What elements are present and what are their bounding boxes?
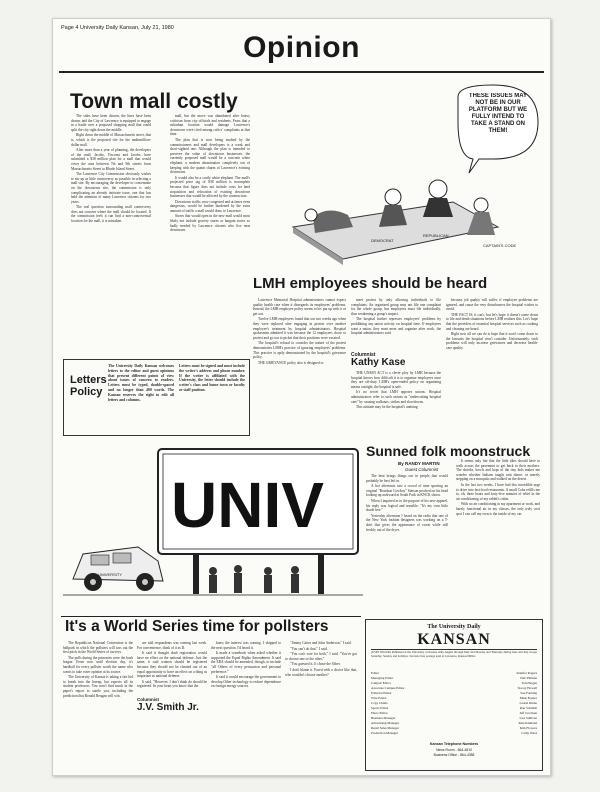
- pollsters-column-1: [63, 641, 133, 771]
- staff-title: Advertising Manager: [371, 721, 400, 725]
- staff-title: Sports Editor: [371, 706, 389, 710]
- staff-name: Sue Fanning: [520, 691, 537, 695]
- pollsters-column-3: [211, 641, 281, 771]
- moonstruck-column-1: [366, 474, 448, 614]
- staff-title: Copy Chiefs: [371, 701, 388, 705]
- kase-paragraph: This attitude may be the hospital's undoing: [356, 405, 418, 410]
- kase-name: Kathy Kase: [351, 357, 406, 368]
- lmh-column-2: [351, 298, 441, 348]
- mall-paragraph: The plan that is now being studied by the commissioners and mall developers is a weak and short-sighted one. Although the plan is intended to preserve the value of downtown businesses, the currently proposed mall would be a concrete white elephant, a modern abomination completely out of keeping with the quaint charm of Lawrence's existing downtown.: [170, 137, 250, 175]
- staff-name: Jennifer Rogers: [516, 671, 537, 675]
- staff-title: Business Manager: [371, 716, 396, 720]
- staff-title: Photo Editor: [371, 711, 388, 715]
- staff-title: Production Manager: [371, 731, 399, 735]
- pollsters-columnist-name: J.V. Smith Jr.: [137, 702, 199, 713]
- pollsters-column-2: [137, 641, 207, 693]
- moonstruck-byline: By RANDY MARTIN: [398, 461, 440, 466]
- lmh-headline: LMH employees should be heard: [253, 275, 488, 292]
- crowd-body: [209, 575, 217, 593]
- pollsters-rule: [61, 616, 361, 617]
- moonstruck-paragraph: The heat brings things out in people that would probably be best left in.: [366, 474, 448, 483]
- cartoon-label: CAPTAIN'S CODE: [483, 243, 517, 248]
- moonstruck-paragraph: In the last two weeks, I have had this incredible urge to drive into fast-food restaurants. A small Coke refills me to, oh, three hours and forty-five minutes of relief in the air conditioning of my rabbit's cabin.: [456, 482, 540, 501]
- pollsters-paragraph: It said it would encourage the government to develop Other technology to reduce dependence on foreign energy sources.: [211, 675, 281, 689]
- lmh-paragraph: The hospital further represses employees' problems by prohibiting any union activity on hospital time. If employees want a union, they must meet and organize after work, the hospital administrators said.: [351, 317, 441, 336]
- letters-policy-col-2: Letters must be signed and must include the writer's address and phone number. If the writer is affiliated with the University, the letter should include the writer's class and home town or faculty or staff position.: [179, 364, 245, 392]
- pollsters-headline: It's a World Series time for pollsters: [65, 618, 329, 635]
- moonstruck-paragraph: When I inquired as to the purpose of his new apparel, his reply was logical and sensible: "It's my own little shade tree.": [366, 498, 448, 513]
- moonstruck-paragraph: With no air conditioning in my apartment or work, and barely functional air in my classes, the only truly cool spot I can call my own is the inside of my car.: [456, 502, 540, 516]
- moonstruck-column-2: [456, 459, 540, 614]
- crowd-head: [264, 567, 272, 575]
- staff-name: Laurel Kibbe: [519, 701, 537, 705]
- pollsters-paragraph: "You can't vote for both," I said. "You've got to choose one or the other.": [285, 652, 357, 661]
- mall-paragraph: Right down the middle of Massachusetts street, that is, which is the proposed site for the multimillion-dollar mall.: [71, 133, 151, 147]
- masthead-rule: [371, 649, 537, 650]
- mall-paragraph: The sides have been chosen, the lines have been drawn, and the City of Lawrence is equipped to engage in a battle over a proposed shopping mall that could split the city right down the middle.: [71, 114, 151, 132]
- car-hubcap: [142, 579, 148, 585]
- staff-title: Campus Editor: [371, 681, 391, 685]
- staff-title: Retail Sales Manager: [371, 726, 400, 730]
- kase-kicker: Columnist: [351, 352, 376, 358]
- lmh-column-3: [446, 298, 538, 438]
- moonstruck-headline: Sunned folk moonstruck: [366, 443, 531, 459]
- moonstruck-byline-role: Guest Columnist: [405, 467, 439, 472]
- letters-policy-title: Letters Policy: [70, 374, 107, 398]
- staff-name: Cathy Ward: [521, 731, 537, 735]
- mall-column-1: [71, 114, 151, 347]
- figure-head: [474, 198, 488, 212]
- mall-paragraph: Stores that would open in the new mall would most likely not include grocery stores or bargain stores so badly needed by Lawrence citizens who live near downtown.: [170, 214, 250, 233]
- pollsters-paragraph: It made a comeback when asked whether it supported the Equal Rights Amendment. It said the ERA should be amended, though, to include "all Others of every persuasion and personal preference.": [211, 651, 281, 674]
- pollsters-paragraph: "You can't do that," I said.: [290, 646, 328, 651]
- mall-headline: Town mall costly: [70, 90, 238, 113]
- moonstruck-paragraph: A hot afternoon saw a crowd of nine sporting an original "Bourbon Cowboy" Stetson perched on his head looking up awkward at South Park in KNCK shorts.: [366, 484, 448, 498]
- masthead-top: The University Daily: [427, 624, 481, 630]
- sign-post: [193, 554, 199, 594]
- staff-name: Lisa Sullivan: [519, 716, 537, 720]
- staff-title: Associate Campus Editor: [371, 686, 405, 690]
- staff-title: Editor: [371, 671, 380, 675]
- staff-name: Ron Schmidt: [519, 706, 537, 710]
- crowd-head: [234, 565, 242, 573]
- mall-paragraph: It would also be a costly white elephant. The mall's projected price tag of $38 million is incomplete because that figure does not include costs for land acquisition and relocation of existing downtown businesses that would be affected by the construction.: [170, 175, 250, 199]
- letters-policy-col-1: The University Daily Kansan welcomes letters to the editor and guest opinions that present different points of view about issues of concern to readers. Letters must be typed, double-spaced and no longer than 400 words. The Kansan reserves the right to edit all letters and columns.: [108, 364, 174, 402]
- figure-head: [429, 180, 447, 198]
- staff-list: [371, 671, 537, 736]
- kase-paragraph: THE UNION ACT is a clever ploy by LMH because the hospital knows how difficult it is to organize employees once they are off-duty. LMH's open-ended policy on organizing means outright, the hospital is safe.: [351, 371, 441, 389]
- crowd: [209, 565, 299, 593]
- figure-head: [385, 189, 401, 205]
- figure-head: [305, 209, 317, 221]
- lmh-paragraph: THE GRIEVANCE policy also is designed to: [258, 360, 324, 365]
- phone-number: News Room - 864-4810: [436, 748, 472, 752]
- crowd-head: [291, 566, 299, 574]
- staff-name: Tom Bogan: [521, 681, 537, 685]
- mall-paragraph: mall, but the move was abandoned after heavy criticism from city officials and residents. Fears that a suburban location would damage Lawrence's downtown were cited among critics' complaints at that time.: [170, 114, 250, 137]
- car-window: [113, 553, 131, 563]
- moonstruck-paragraph: It seems only fair that the little tikes should have to walk across the pavement to get back to their mothers. The shrieks, howls and hops of the tiny kids makes me wonder whether Indians taught rain dance, or merely stepping on a mosquito and walked on the desert.: [456, 459, 540, 482]
- figure-body: [379, 205, 407, 227]
- balloon-text: THESE ISSUES MAY NOT BE IN OUR PLATFORM BUT WE FULLY INTEND TO TAKE A STAND ON THEM!: [468, 93, 528, 134]
- mall-paragraph: Downtown traffic, now congested and at times even dangerous, would be further burdened by the extra amount of traffic a mall would draw to Lawrence.: [170, 199, 250, 213]
- letters-policy-box: [63, 359, 250, 436]
- phone-number: Business Office - 864-4358: [433, 752, 475, 757]
- lmh-paragraph: Lawrence Memorial Hospital administrators cannot expect quality health care when it disregards its employees' problems. Instead, the LMH employee policy seems to be: put up with it or get out.: [253, 298, 346, 316]
- crowd-body: [291, 574, 299, 593]
- pollsters-columnist-kicker: Columnist: [137, 697, 159, 702]
- pollsters-paragraph: The polls during the primaries were the bush league. From now until election day, it's hardball for every pollster worth the name who wants to take voter opinion at its source.: [63, 655, 133, 674]
- phones-label: Kansan Telephone Numbers: [429, 742, 479, 746]
- staff-name: Stacey Howell: [517, 686, 537, 690]
- lmh-paragraph: meet protest by only allowing individuals to file complaints. An organized group may not file one complaint for the whole group, but employees must file individually, thus weakening a group's impact.: [351, 298, 441, 316]
- lmh-paragraph: Right now all we can do is hope that it won't come down to the lawsuits the hospital won't consider. Unfortunately, such problems will only increase grievances and decrease health-care quality.: [446, 332, 538, 350]
- pollsters-paragraph: "Jimmy Carter and John Anderson," I said.: [290, 641, 352, 645]
- phone-list: [371, 748, 537, 757]
- sign-cartoon-drawing: [63, 439, 363, 604]
- staff-title: Managing Editor: [371, 676, 394, 680]
- cartoon-drawing: [253, 77, 543, 272]
- masthead-name: KANSAN: [417, 631, 491, 648]
- balloon-text-frame: [463, 93, 533, 155]
- lmh-paragraph: Twelve LMH employees found that out two weeks ago when they were replaced after engaging in protest over another employee's treatment by hospital administrators. Hospital spokesmen admitted it was because the 12 employees chose to protest and go out to picket that their positions were vacated.: [253, 317, 346, 340]
- crowd-body: [264, 575, 272, 593]
- pollsters-paragraph: The University of Kansas is taking a fair bid to break into the lineup, but expects all its student professors. You won't find much in the paper's report to startle you, including the prediction that Ronald Reagan will win.: [63, 675, 133, 698]
- moonstruck-paragraph: Yesterday afternoon I heard on the radio that one of the New York fashion designers was working on a T-shirt that gives the appearance of sweat while still freshly out of the dryer.: [366, 513, 448, 532]
- masthead-box: [365, 619, 543, 771]
- sign-cartoon: [63, 439, 363, 604]
- political-cartoon: [253, 77, 543, 272]
- staff-name: Mark Frazier: [519, 696, 537, 700]
- cartoon-label: REPUBLICAN: [423, 233, 449, 238]
- mall-paragraph: The Lawrence City Commission obviously wishes to stir up as little controversy as possible in selecting a mall site. By encouraging the developer to concentrate on the downtown site, the commission is only complicating an already intricate issue, one that has held the attention of many Lawrence citizens for two years.: [71, 172, 151, 204]
- pollsters-paragraph: It said, "However, I don't think do should be registered. In your heart you know that the: [137, 679, 207, 689]
- crowd-head: [209, 567, 217, 575]
- figure-body: [423, 198, 453, 217]
- kase-paragraph: It's no secret that LMH opposes unions. Hospital administrators refer to such unions as "undercutting hospital care" by causing walkouts, strikes and slowdowns.: [351, 390, 441, 404]
- mall-column-2: [170, 114, 250, 347]
- pollsters-paragraph: are told respondents was coming last week. For convenience, think of it as D.: [137, 641, 207, 650]
- section-rule: [59, 71, 544, 73]
- crowd-body: [234, 573, 242, 593]
- folio: Page 4 University Daily Kansan, July 21, 1980: [61, 25, 174, 31]
- pollsters-column-4: [285, 641, 357, 771]
- lmh-paragraph: THE FACT IS, it can't, but let's hope it doesn't come down to life and death situations before LMH realizes this. Let's hope that the providers of essential hospital services such as cooking and cleaning are heard.: [446, 312, 538, 331]
- pollsters-paragraph: The Republican National Convention is the ballpark in which the pollsters will toss out the first pitch in the World Series of surveys.: [63, 641, 133, 655]
- billboard-lettering: UNIV: [171, 469, 324, 541]
- pollsters-paragraph: It said it thought draft registration would have no effect on the national defense. Just the same, it said women should be registered because they should not be cheated out of an equal opportunity to have an effect on a thing as important as national defense.: [137, 651, 207, 679]
- pollsters-paragraph: knew the interest was waning. I skipped to the next question. I'd heard it.: [211, 641, 281, 650]
- staff-title: Wire Editor: [371, 696, 387, 700]
- staff-name: Julie Kirkland: [518, 721, 537, 725]
- section-title: Opinion: [243, 31, 360, 64]
- pollsters-paragraph: "You guessed it. It chose the Other.: [290, 662, 341, 667]
- cartoon-label: DEMOCRAT: [371, 238, 394, 243]
- staff-name: Deb Pittman: [520, 676, 537, 680]
- staff-name: Jeff Jacobsen: [519, 711, 537, 715]
- sign-post: [318, 554, 324, 594]
- kase-body: [351, 371, 441, 441]
- staff-title: Editorial Editor: [371, 691, 392, 695]
- car-lettering: UNIVERSITY: [98, 572, 123, 577]
- lmh-paragraph: The hospital's refusal to consider the nature of the protest demonstrates LMH's practice of ignoring employees' problems. This practice is aptly demonstrated by the hospital's grievance policy.: [253, 341, 346, 360]
- pollsters-paragraph: I don't blame it. Faced with a choice like that, who wouldn't choose another?: [285, 667, 357, 677]
- mall-paragraph: The real question surrounding mall controversy does not concern where the mall should be located. If the commission feels it can find a non-controversial location for the mall, it is mistaken.: [71, 205, 151, 224]
- car-window: [91, 555, 109, 565]
- lmh-column-1: [253, 298, 346, 438]
- mall-paragraph: After more than a year of planning, the developers of the mall, Jacobs, Visconsi and Jacobs, have submitted a $38 million plan for a mall that would cover the area between 7th and 9th streets from Massachusetts Street to Rhode Island Street.: [71, 148, 151, 171]
- staff-name: Kim Flowers: [519, 726, 537, 730]
- newspaper-page: [52, 18, 551, 776]
- masthead-fineprint: (USPS 650-640) Published at the University of Kansas daily August through May and Monday and Thursday during June and July except Saturday, Sunday and holidays. Second-class postage paid at Lawrence, Kansas 66044.: [371, 651, 537, 658]
- lmh-paragraph: because job quality will suffer, if employee problems are ignored, and cause the very disturbances the hospital wishes to avoid.: [446, 298, 538, 312]
- car-hubcap: [90, 579, 96, 585]
- staff-row: [371, 731, 537, 736]
